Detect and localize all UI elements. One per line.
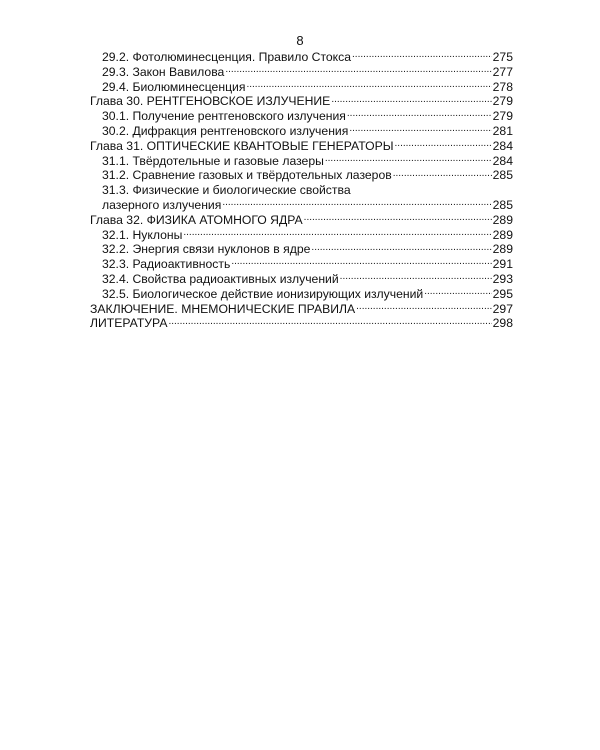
dot-leader [424,288,491,298]
dot-leader [340,273,492,283]
toc-entry-page: 289 [492,212,513,227]
dot-leader [325,155,492,165]
toc-entry [90,242,513,257]
toc-entry [90,154,513,169]
toc-entry [90,316,513,331]
toc-entry-page: 289 [492,242,513,257]
dot-leader [395,140,492,150]
toc-entry [90,139,513,154]
toc-entry-title: 30.1. Получение рентгеновского излучения [102,109,346,124]
dot-leader [352,51,492,61]
toc-entry-page: 277 [492,64,513,79]
table-of-contents [90,50,513,331]
toc-entry-page: 289 [492,227,513,242]
toc-entry-title: 32.1. Нуклоны [102,227,183,242]
toc-entry [90,213,513,228]
toc-entry-title: 32.4. Свойства радиоактивных излучений [102,271,339,286]
toc-entry-title: Глава 30. РЕНТГЕНОВСКОЕ ИЗЛУЧЕНИЕ [90,94,331,109]
dot-leader [347,110,492,120]
toc-entry [90,50,513,65]
toc-entry-title: 30.2. Дифракция рентгеновского излучения [102,123,349,138]
toc-entry [90,228,513,243]
toc-entry-title: 29.3. Закон Вавилова [102,64,225,79]
toc-entry-title: Глава 32. ФИЗИКА АТОМНОГО ЯДРА [90,212,303,227]
dot-leader [222,199,491,209]
toc-entry [90,65,513,80]
toc-entry [90,272,513,287]
dot-leader [168,317,491,327]
toc-entry [90,168,513,183]
toc-entry-page: 285 [492,197,513,212]
toc-entry-page: 285 [492,168,513,183]
dot-leader [183,229,491,239]
toc-entry [90,94,513,109]
dot-leader [311,243,491,253]
toc-entry-page: 295 [492,286,513,301]
dot-leader [231,258,491,268]
toc-entry-title: 31.3. Физические и биологические свойства [102,183,351,198]
toc-entry-title: лазерного излучения [102,197,222,212]
toc-entry-title: 29.4. Биолюминесценция [102,79,246,94]
dot-leader [304,214,492,224]
toc-entry-title: ЛИТЕРАТУРА [90,316,168,331]
toc-entry [90,80,513,95]
toc-entry-title: 32.3. Радиоактивность [102,257,231,272]
dot-leader [393,169,492,179]
toc-entry-title: 32.5. Биологическое действие ионизирующих излучений [102,286,424,301]
dot-leader [246,81,491,91]
toc-entry [90,124,513,139]
toc-entry-page: 293 [492,271,513,286]
dot-leader [356,303,492,313]
toc-entry [90,257,513,272]
toc-entry [90,287,513,302]
toc-entry-page: 291 [492,257,513,272]
toc-entry-page: 275 [492,50,513,64]
toc-entry-page: 284 [492,138,513,153]
toc-entry-page: 279 [492,109,513,124]
toc-entry-page: 281 [492,123,513,138]
dot-leader [349,125,491,135]
dot-leader [331,95,491,105]
toc-entry [90,183,513,198]
toc-entry-title: ЗАКЛЮЧЕНИЕ. МНЕМОНИЧЕСКИЕ ПРАВИЛА [90,301,356,316]
toc-entry-title: 31.2. Сравнение газовых и твёрдотельных лазеров [102,168,392,183]
toc-entry [90,109,513,124]
toc-entry-title: 32.2. Энергия связи нуклонов в ядре [102,242,311,257]
toc-entry-page: 298 [492,316,513,331]
toc-entry-page: 284 [492,153,513,168]
toc-entry-title: Глава 31. ОПТИЧЕСКИЕ КВАНТОВЫЕ ГЕНЕРАТОРЫ [90,138,394,153]
toc-entry [90,198,513,213]
toc-entry-page: 279 [492,94,513,109]
toc-entry-page: 297 [492,301,513,316]
page-number: 8 [296,33,304,48]
toc-entry [90,302,513,317]
toc-entry-page: 278 [492,79,513,94]
dot-leader [225,66,491,76]
toc-entry-title: 29.2. Фотолюминесценция. Правило Стокса [102,50,352,64]
toc-entry-title: 31.1. Твёрдотельные и газовые лазеры [102,153,324,168]
